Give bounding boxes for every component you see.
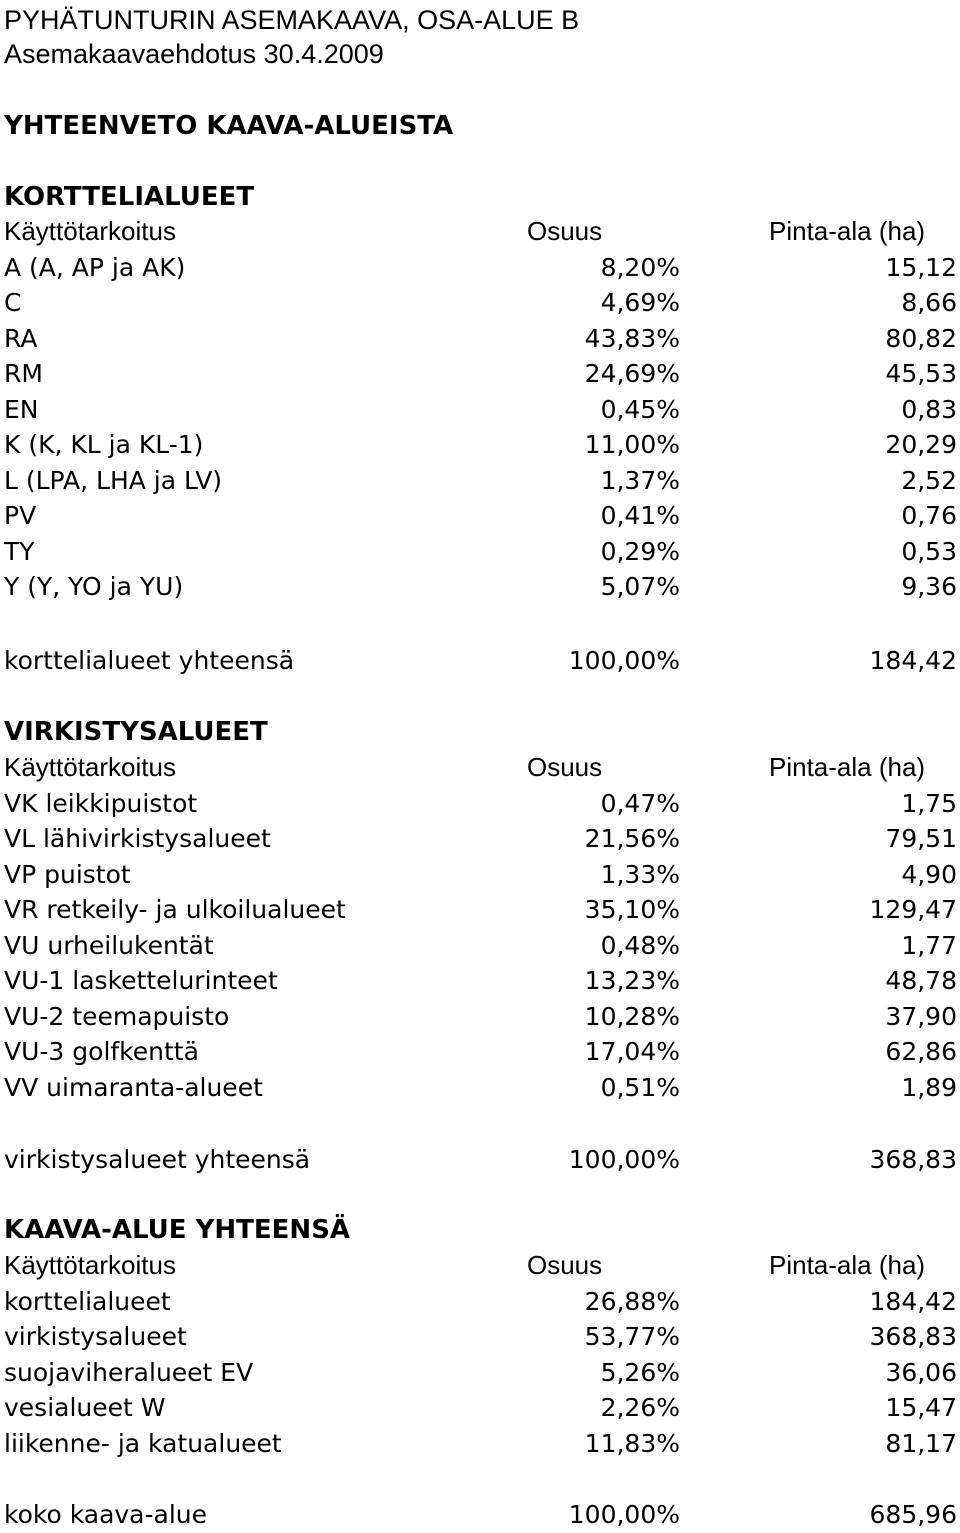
total-share: 100,00% bbox=[568, 646, 680, 675]
row-purpose: VV uimaranta-alueet bbox=[4, 1072, 263, 1102]
table-korttelialueet bbox=[0, 214, 960, 605]
table-row bbox=[0, 786, 960, 822]
row-share: 0,48% bbox=[600, 930, 680, 960]
row-share: 11,00% bbox=[584, 430, 680, 459]
row-area: 62,86 bbox=[885, 1037, 957, 1066]
row-area: 79,51 bbox=[885, 824, 957, 853]
table-header-row bbox=[0, 214, 960, 250]
table-row bbox=[0, 534, 960, 570]
table-row bbox=[0, 285, 960, 321]
table-row bbox=[0, 1390, 960, 1426]
row-area: 48,78 bbox=[885, 966, 957, 995]
table-row bbox=[0, 1319, 960, 1355]
table-virkistysalueet bbox=[0, 750, 960, 1105]
row-purpose: VP puistot bbox=[4, 859, 131, 889]
table-row bbox=[0, 1426, 960, 1462]
row-share: 0,47% bbox=[600, 788, 680, 818]
plan-subtitle: Asemakaavaehdotus 30.4.2009 bbox=[4, 39, 384, 69]
table-row bbox=[0, 1355, 960, 1391]
row-area: 15,47 bbox=[885, 1393, 957, 1422]
row-share: 43,83% bbox=[584, 323, 680, 353]
row-area: 184,42 bbox=[869, 1286, 957, 1316]
row-share: 35,10% bbox=[584, 895, 680, 924]
column-header-share: Osuus bbox=[527, 1250, 603, 1280]
row-share: 53,77% bbox=[584, 1322, 680, 1351]
row-share: 0,41% bbox=[600, 501, 680, 530]
row-area: 0,53 bbox=[901, 536, 957, 566]
row-area: 1,75 bbox=[901, 788, 957, 818]
table-row bbox=[0, 427, 960, 463]
table-row bbox=[0, 498, 960, 534]
table-row bbox=[0, 999, 960, 1035]
row-share: 17,04% bbox=[584, 1037, 680, 1066]
total-purpose: virkistysalueet yhteensä bbox=[4, 1145, 311, 1174]
column-header-purpose: Käyttötarkoitus bbox=[4, 1250, 176, 1280]
row-area: 36,06 bbox=[885, 1357, 957, 1387]
table-row bbox=[0, 463, 960, 499]
total-row-koko-kaava-alue bbox=[0, 1497, 960, 1533]
row-share: 8,20% bbox=[600, 252, 680, 282]
table-row bbox=[0, 356, 960, 392]
table-header-row bbox=[0, 750, 960, 786]
row-purpose: liikenne- ja katualueet bbox=[4, 1428, 282, 1458]
row-area: 80,82 bbox=[885, 323, 957, 353]
table-row bbox=[0, 892, 960, 928]
row-area: 1,89 bbox=[901, 1072, 957, 1102]
section-title-kaava-alue-yhteensa: KAAVA-ALUE YHTEENSÄ bbox=[4, 1215, 351, 1245]
row-area: 129,47 bbox=[869, 895, 957, 924]
total-area: 685,96 bbox=[869, 1500, 957, 1529]
row-share: 1,37% bbox=[600, 465, 680, 495]
row-purpose: C bbox=[4, 288, 22, 317]
row-purpose: EN bbox=[4, 394, 39, 424]
row-area: 81,17 bbox=[885, 1428, 957, 1458]
column-header-share: Osuus bbox=[527, 216, 603, 246]
row-area: 1,77 bbox=[901, 930, 957, 960]
table-row bbox=[0, 963, 960, 999]
row-area: 0,76 bbox=[901, 501, 957, 530]
total-area: 184,42 bbox=[869, 646, 957, 675]
table-row bbox=[0, 250, 960, 286]
row-purpose: A (A, AP ja AK) bbox=[4, 252, 186, 282]
row-purpose: VU-1 laskettelurinteet bbox=[4, 966, 278, 995]
table-row bbox=[0, 1284, 960, 1320]
table-row bbox=[0, 821, 960, 857]
total-share: 100,00% bbox=[568, 1145, 680, 1174]
table-row bbox=[0, 569, 960, 605]
row-purpose: VU-3 golfkenttä bbox=[4, 1037, 199, 1066]
table-row bbox=[0, 321, 960, 357]
column-header-share: Osuus bbox=[527, 752, 603, 782]
row-purpose: korttelialueet bbox=[4, 1286, 171, 1316]
row-area: 2,52 bbox=[901, 465, 957, 495]
row-area: 37,90 bbox=[885, 1001, 957, 1031]
row-purpose: TY bbox=[4, 536, 35, 566]
total-row-korttelialueet bbox=[0, 643, 960, 679]
section-title-virkistysalueet: VIRKISTYSALUEET bbox=[4, 717, 268, 747]
row-purpose: VK leikkipuistot bbox=[4, 788, 198, 818]
column-header-purpose: Käyttötarkoitus bbox=[4, 216, 176, 246]
row-purpose: RM bbox=[4, 359, 43, 388]
total-area: 368,83 bbox=[869, 1145, 957, 1174]
row-purpose: VR retkeily- ja ulkoilualueet bbox=[4, 895, 346, 924]
row-purpose: L (LPA, LHA ja LV) bbox=[4, 465, 223, 495]
row-purpose: VU urheilukentät bbox=[4, 930, 214, 960]
table-row bbox=[0, 857, 960, 893]
row-share: 5,07% bbox=[600, 572, 680, 601]
total-purpose: koko kaava-alue bbox=[4, 1500, 208, 1529]
total-purpose: korttelialueet yhteensä bbox=[4, 646, 295, 675]
row-share: 11,83% bbox=[584, 1428, 680, 1458]
table-row bbox=[0, 928, 960, 964]
row-share: 10,28% bbox=[584, 1001, 680, 1031]
row-area: 0,83 bbox=[901, 394, 957, 424]
row-purpose: K (K, KL ja KL-1) bbox=[4, 430, 204, 459]
document-title: YHTEENVETO KAAVA-ALUEISTA bbox=[4, 111, 454, 141]
row-share: 21,56% bbox=[584, 824, 680, 853]
row-area: 4,90 bbox=[901, 859, 957, 889]
row-share: 26,88% bbox=[584, 1286, 680, 1316]
row-share: 0,29% bbox=[600, 536, 680, 566]
table-kaava-alue-yhteensa bbox=[0, 1248, 960, 1461]
total-row-virkistysalueet bbox=[0, 1142, 960, 1178]
row-purpose: vesialueet W bbox=[4, 1393, 166, 1422]
row-share: 24,69% bbox=[584, 359, 680, 388]
row-share: 2,26% bbox=[600, 1393, 680, 1422]
column-header-area: Pinta-ala (ha) bbox=[769, 216, 926, 246]
table-header-row bbox=[0, 1248, 960, 1284]
row-share: 4,69% bbox=[600, 288, 680, 317]
row-share: 5,26% bbox=[600, 1357, 680, 1387]
row-share: 1,33% bbox=[600, 859, 680, 889]
row-area: 368,83 bbox=[869, 1322, 957, 1351]
row-share: 0,51% bbox=[600, 1072, 680, 1102]
row-area: 15,12 bbox=[885, 252, 957, 282]
column-header-purpose: Käyttötarkoitus bbox=[4, 752, 176, 782]
plan-title: PYHÄTUNTURIN ASEMAKAAVA, OSA-ALUE B bbox=[4, 5, 580, 35]
column-header-area: Pinta-ala (ha) bbox=[769, 752, 926, 782]
total-share: 100,00% bbox=[568, 1500, 680, 1529]
column-header-area: Pinta-ala (ha) bbox=[769, 1250, 926, 1280]
row-purpose: Y (Y, YO ja YU) bbox=[4, 572, 184, 601]
row-area: 8,66 bbox=[901, 288, 957, 317]
table-row bbox=[0, 1034, 960, 1070]
row-share: 13,23% bbox=[584, 966, 680, 995]
row-area: 45,53 bbox=[885, 359, 957, 388]
row-purpose: virkistysalueet bbox=[4, 1322, 187, 1351]
row-purpose: suojaviheralueet EV bbox=[4, 1357, 254, 1387]
row-purpose: PV bbox=[4, 501, 37, 530]
row-area: 9,36 bbox=[901, 572, 957, 601]
table-row bbox=[0, 1070, 960, 1106]
row-purpose: RA bbox=[4, 323, 38, 353]
section-title-korttelialueet: KORTTELIALUEET bbox=[4, 182, 255, 212]
table-row bbox=[0, 392, 960, 428]
row-share: 0,45% bbox=[600, 394, 680, 424]
row-area: 20,29 bbox=[885, 430, 957, 459]
row-purpose: VU-2 teemapuisto bbox=[4, 1001, 230, 1031]
row-purpose: VL lähivirkistysalueet bbox=[4, 824, 271, 853]
